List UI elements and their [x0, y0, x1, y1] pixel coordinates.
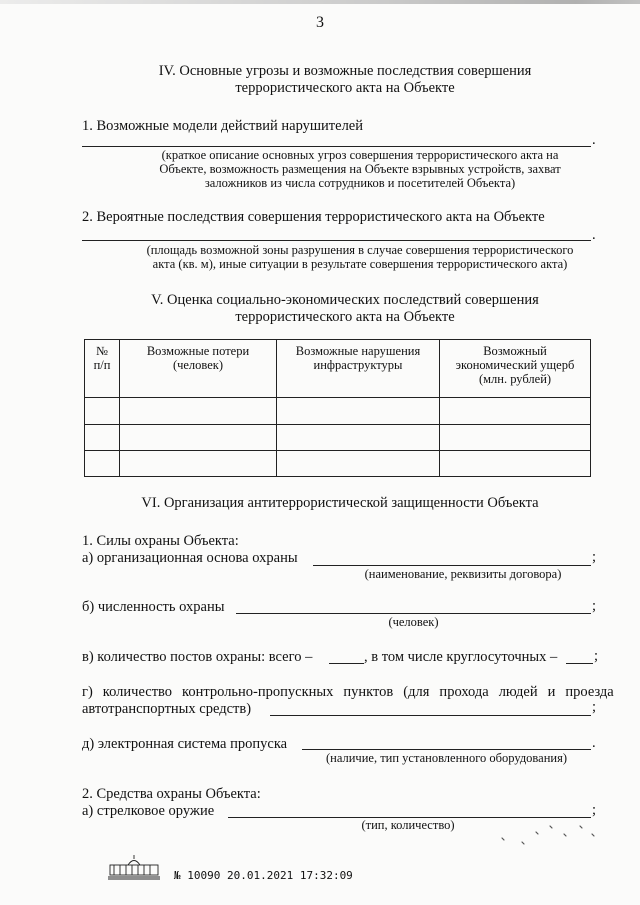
weapons-label: а) стрелковое оружие — [82, 803, 215, 819]
access-system-note: (наличие, тип установленного оборудования) — [325, 751, 567, 765]
government-building-stamp — [106, 853, 162, 881]
access-system-period: . — [592, 735, 596, 751]
org-basis-semicolon: ; — [592, 549, 597, 565]
guard-size-fill-line — [236, 613, 591, 614]
table-header-row — [85, 340, 591, 398]
access-system-fill-line — [302, 749, 591, 750]
header-infra-l2: инфраструктуры — [313, 358, 403, 372]
page-number: 3 — [316, 14, 324, 31]
posts-semicolon: ; — [594, 648, 599, 664]
org-basis-fill-line — [313, 565, 591, 566]
item2-note-l2: акта (кв. м), иные ситуации в результате совершения террористического акта) — [152, 257, 568, 271]
header-losses-l2: (человек) — [172, 358, 224, 372]
section4-title-line2: террористического акта на Объекте — [235, 80, 455, 96]
item1-label: 1. Возможные модели действий нарушителей — [82, 118, 364, 134]
guard-size-note: (человек) — [388, 615, 439, 629]
header-losses — [120, 340, 277, 398]
posts-total-label: в) количество постов охраны: всего – — [82, 649, 313, 665]
header-damage — [440, 340, 591, 398]
item2-label: 2. Вероятные последствия совершения террористического акта на Объекте — [82, 209, 545, 225]
table-row — [85, 425, 591, 451]
item2-note-l1: (площадь возможной зоны разрушения в случае совершения террористического — [146, 243, 574, 257]
item1-fill-line — [82, 146, 591, 147]
item1-end: . — [592, 132, 596, 148]
means-heading: 2. Средства охраны Объекта: — [82, 786, 261, 802]
section5-title-line1: V. Оценка социально-экономических последствий совершения — [151, 292, 539, 308]
header-number — [85, 340, 120, 398]
header-damage-l3: (млн. рублей) — [478, 372, 552, 386]
guard-size-label: б) численность охраны — [82, 599, 225, 615]
section4-title-line1: IV. Основные угрозы и возможные последствия совершения — [158, 63, 532, 79]
guard-size-semicolon: ; — [592, 598, 597, 614]
weapons-semicolon: ; — [592, 802, 597, 818]
weapons-note: (тип, количество) — [361, 818, 455, 832]
registration-number: № 10090 20.01.2021 17:32:09 — [174, 869, 353, 882]
section5-title-line2: террористического акта на Объекте — [235, 309, 455, 325]
table-row — [85, 398, 591, 425]
item1-note-l2: Объекте, возможность размещения на Объекте взрывных устройств, захват — [159, 162, 561, 176]
org-basis-note: (наименование, реквизиты договора) — [364, 567, 562, 581]
access-system-label: д) электронная система пропуска — [82, 736, 288, 752]
section6-title: VI. Организация антитеррористической защищенности Объекта — [141, 495, 539, 511]
checkpoints-semicolon: ; — [592, 699, 597, 715]
checkpoints-fill-line — [270, 715, 591, 716]
item1-note-l1: (краткое описание основных угроз совершения террористического акта на — [161, 148, 559, 162]
binding-marks — [492, 820, 602, 860]
item2-end: . — [592, 227, 596, 243]
posts-24h-label: , в том числе круглосуточных – — [364, 649, 558, 665]
item1-note-l3: заложников из числа сотрудников и посетителей Объекта) — [204, 176, 516, 190]
item2-fill-line — [82, 240, 591, 241]
consequences-table — [84, 339, 591, 477]
scan-edge — [0, 0, 640, 4]
header-number-l2: п/п — [93, 358, 111, 372]
table-row — [85, 451, 591, 477]
header-damage-l2: экономический ущерб — [455, 358, 575, 372]
forces-heading: 1. Силы охраны Объекта: — [82, 533, 239, 549]
header-number-l1: № — [96, 344, 108, 358]
posts-24h-fill-line — [566, 663, 593, 664]
checkpoints-line1: г) количество контрольно-пропускных пунктов (для прохода людей и проезда — [82, 684, 614, 700]
header-infra-l1: Возможные нарушения — [295, 344, 421, 358]
header-damage-l1: Возможный — [483, 344, 547, 358]
header-losses-l1: Возможные потери — [146, 344, 250, 358]
posts-total-fill-line — [329, 663, 364, 664]
header-infrastructure — [277, 340, 440, 398]
org-basis-label: а) организационная основа охраны — [82, 550, 298, 566]
checkpoints-line2: автотранспортных средств) — [82, 701, 252, 717]
